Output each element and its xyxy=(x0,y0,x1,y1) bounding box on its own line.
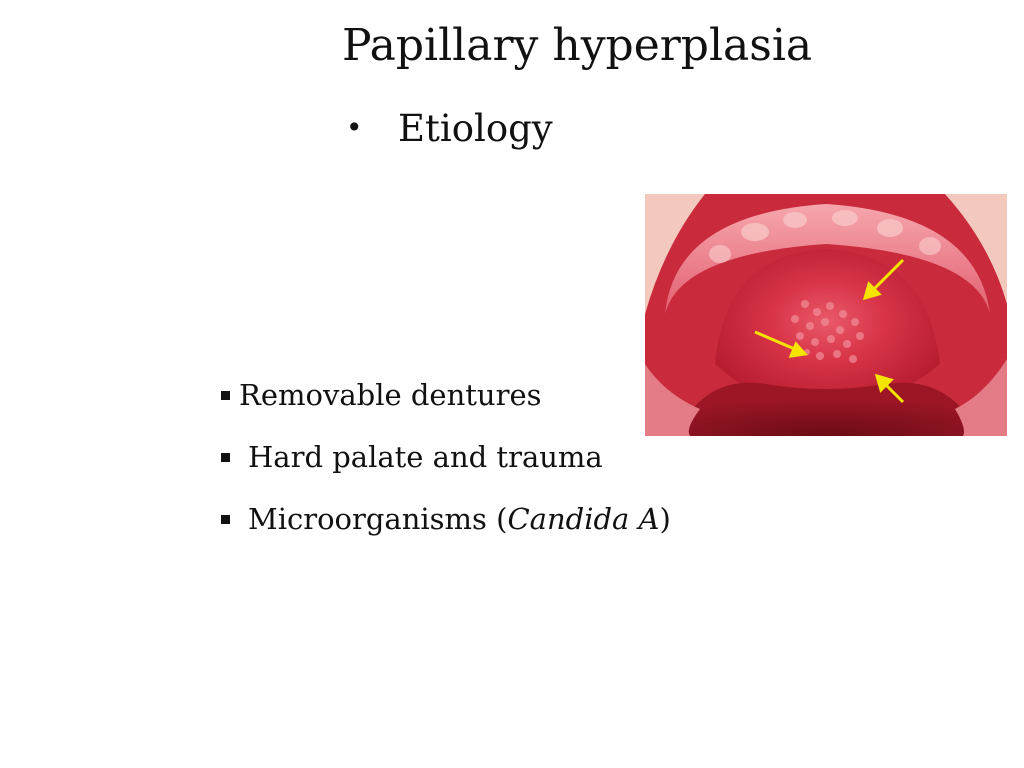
list-item xyxy=(221,496,671,558)
list-item xyxy=(221,372,671,434)
subtitle-row xyxy=(346,103,553,154)
palate-photo xyxy=(645,194,1007,436)
list-item-suffix: ) xyxy=(659,502,671,536)
list-item-italic: Candida A xyxy=(507,502,660,536)
palate-photo-graphic xyxy=(645,194,1007,436)
slide-title: Papillary hyperplasia xyxy=(342,20,813,71)
subtitle-bullet: • xyxy=(346,111,363,144)
square-bullet-icon xyxy=(221,391,230,400)
square-bullet-icon xyxy=(221,453,230,462)
square-bullet-icon xyxy=(221,515,230,524)
list-item-text: Removable dentures xyxy=(239,378,542,412)
list-item xyxy=(221,434,671,496)
list-item-prefix: Microorganisms ( xyxy=(248,502,508,536)
subtitle-text: Etiology xyxy=(398,107,553,150)
etiology-list xyxy=(221,372,671,558)
list-item-text: Hard palate and trauma xyxy=(248,440,603,474)
